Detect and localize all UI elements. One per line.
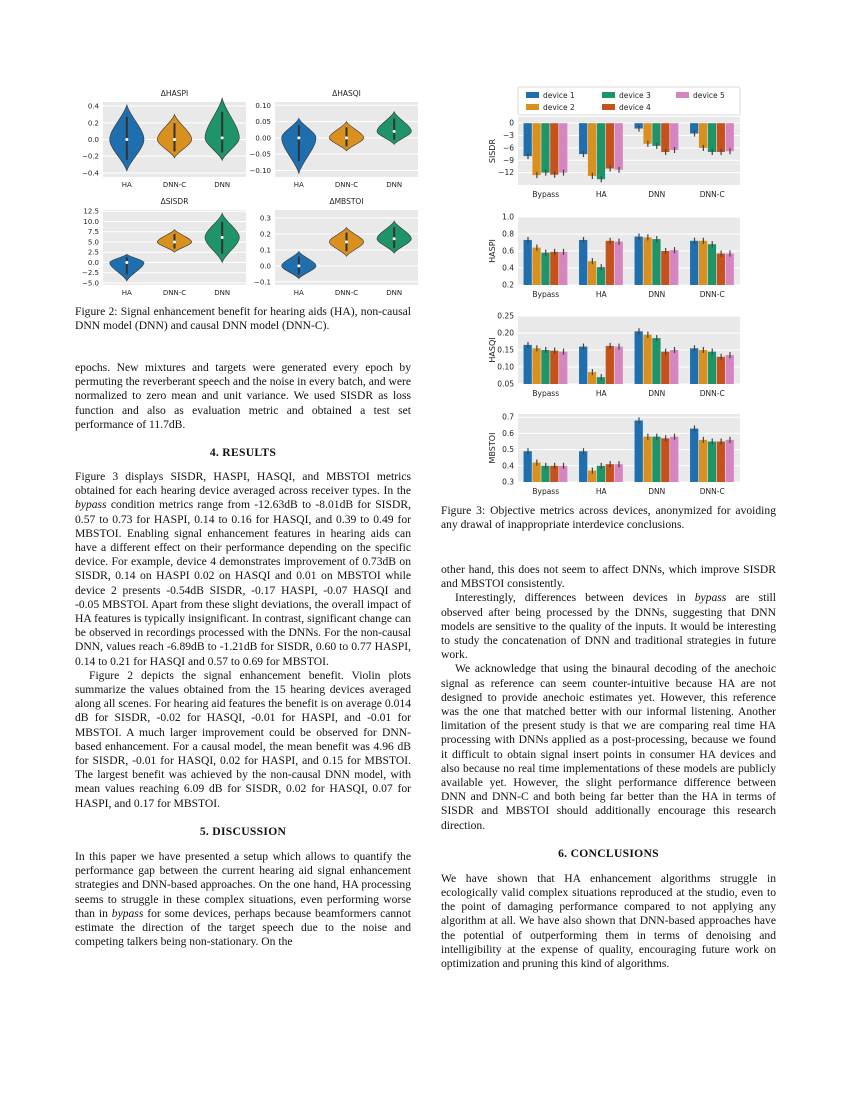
x-tick-label: DNN-C <box>699 487 725 496</box>
violin-median <box>221 236 224 239</box>
y-tick-label: 0.2 <box>259 230 271 239</box>
right-column <box>441 563 776 971</box>
bar <box>541 123 549 172</box>
legend-swatch <box>676 92 689 98</box>
x-tick-label: HA <box>595 190 607 199</box>
bar <box>708 123 716 152</box>
violin-panel <box>82 89 246 189</box>
y-axis-label: MBSTOI <box>488 432 497 464</box>
bar <box>652 338 660 384</box>
bar <box>559 123 567 172</box>
violin-median <box>393 130 396 133</box>
y-tick-label: 0.3 <box>502 477 514 487</box>
x-tick-label: DNN-C <box>162 181 187 189</box>
violin-median <box>393 237 396 240</box>
y-tick-label: 0.15 <box>497 345 514 355</box>
heading-results: 4. RESULTS <box>209 446 277 460</box>
violin-panel <box>250 89 418 189</box>
y-tick-label: 0.25 <box>497 311 514 321</box>
bar-panel <box>488 213 740 300</box>
bar <box>643 335 651 384</box>
legend-label: device 4 <box>619 103 651 112</box>
x-tick-label: HA <box>293 289 304 297</box>
legend-swatch <box>526 104 539 110</box>
paragraph-epochs: epochs. New mixtures and targets were generated every epoch by permuting the reverberant speech and the noise in every batch, and were normalized to zero mean and unit variance. We used SISDR as loss function and also as evaluation metric and obtained a test set performance of 11.7dB. <box>75 361 411 431</box>
bar-figure <box>478 84 750 502</box>
paragraph-interestingly: Interestingly, differences between devices in bypass are still observed after being processed by the DNNs, suggesting that DNN models are sensitive to the quality of the inputs. It would be interesting to study the concatenation of DNN and traditional strategies in future work. <box>441 591 776 662</box>
y-tick-label: 0.4 <box>502 461 514 471</box>
bar <box>635 420 643 482</box>
bar <box>579 123 587 154</box>
x-tick-label: HA <box>121 181 132 189</box>
bar <box>670 437 678 482</box>
bar <box>615 242 623 285</box>
bar <box>532 348 540 384</box>
x-tick-label: HA <box>595 389 607 398</box>
x-tick-label: Bypass <box>532 389 560 398</box>
bar <box>550 252 558 285</box>
paragraph-results-2: Figure 2 depicts the signal enhancement benefit. Violin plots summarize the values obtained from the 15 hearing devices averaged along all scenes. For hearing aid features the benefit is on average 0.014 dB for SISDR, -0.02 for HASQI, -0.01 for HASPI, and -0.01 for MBSTOI. A much larger improvement could be observed for DNN-based enhancement. For a causal model, the mean benefit was 4.96 dB for SISDR, -0.01 for HASQI, 0.02 for HASPI, and 0.15 for MBSTOI. The largest benefit was achieved by the non-causal DNN model, with mean values reaching 6.09 dB for SISDR, 0.02 for HASQI, 0.07 for HASPI, and 0.17 for MBSTOI. <box>75 668 411 810</box>
x-tick-label: DNN <box>386 289 403 297</box>
x-tick-label: HA <box>595 487 607 496</box>
y-tick-label: 0.8 <box>502 229 514 239</box>
x-tick-label: DNN <box>648 389 666 398</box>
x-tick-label: DNN-C <box>334 181 359 189</box>
bar <box>690 429 698 482</box>
bar <box>661 123 669 152</box>
y-tick-label: 0.5 <box>502 445 514 455</box>
heading-discussion: 5. DISCUSSION <box>199 824 287 838</box>
y-tick-label: 2.5 <box>87 248 99 257</box>
y-tick-label: −0.2 <box>82 152 99 161</box>
bar <box>661 251 669 285</box>
bar <box>524 240 532 285</box>
bar-panel <box>488 117 740 199</box>
violin-median <box>297 136 300 139</box>
bar <box>615 347 623 384</box>
legend-label: device 3 <box>619 91 651 100</box>
x-tick-label: HA <box>293 181 304 189</box>
y-tick-label: −2.5 <box>82 269 99 278</box>
y-axis-label: SISDR <box>488 138 497 164</box>
panel-title: ΔMBSTOI <box>329 197 364 206</box>
x-tick-label: DNN <box>648 190 666 199</box>
y-tick-label: 0.1 <box>259 246 271 255</box>
violin-median <box>173 240 176 243</box>
y-tick-label: 0.2 <box>502 280 514 290</box>
bar <box>643 237 651 285</box>
legend-label: device 5 <box>693 91 725 100</box>
y-tick-label: −9 <box>502 155 514 165</box>
bar <box>717 123 725 152</box>
bar <box>579 451 587 482</box>
x-tick-label: DNN <box>648 487 666 496</box>
paragraph-other-hand: other hand, this does not seem to affect DNNs, which improve SISDR and MBSTOI consistently. <box>441 563 776 591</box>
bar <box>726 123 734 151</box>
violin-median <box>297 264 300 267</box>
x-tick-label: DNN-C <box>699 290 725 299</box>
y-tick-label: 0.05 <box>255 118 271 127</box>
legend-swatch <box>602 92 615 98</box>
y-tick-label: 0.0 <box>87 258 99 267</box>
bar <box>717 254 725 285</box>
violin-median <box>173 138 176 141</box>
y-tick-label: 0.3 <box>259 214 271 223</box>
bar <box>708 442 716 482</box>
y-tick-label: 0.4 <box>502 263 514 273</box>
y-axis-label: HASQI <box>488 337 497 363</box>
violin-median <box>125 261 128 264</box>
bar <box>708 352 716 384</box>
bar <box>615 123 623 170</box>
bar <box>524 123 532 156</box>
x-tick-label: HA <box>121 289 132 297</box>
bar <box>670 350 678 384</box>
figure-3-caption: Figure 3: Objective metrics across devices, anonymized for avoiding any drawal of inappropriate interdevice conclusions. <box>441 504 776 532</box>
y-tick-label: 0.4 <box>87 102 99 111</box>
bar <box>661 438 669 482</box>
bar <box>726 254 734 285</box>
bar <box>579 240 587 285</box>
y-tick-label: 0.0 <box>259 262 271 271</box>
y-tick-label: 12.5 <box>83 207 99 216</box>
bar <box>670 123 678 150</box>
violin-median <box>125 138 128 141</box>
figure-2-caption: Figure 2: Signal enhancement benefit for hearing aids (HA), non-causal DNN model (DNN) and causal DNN model (DNN-C). <box>75 305 411 333</box>
bar <box>652 239 660 285</box>
bar-panel <box>488 413 740 496</box>
bar-panel <box>488 312 740 399</box>
violin-median <box>345 240 348 243</box>
bar <box>597 123 605 179</box>
y-tick-label: −6 <box>502 143 514 153</box>
bar <box>579 347 587 384</box>
violin-figure <box>70 84 420 304</box>
legend-label: device 1 <box>543 91 575 100</box>
heading-conclusions: 6. CONCLUSIONS <box>558 846 659 860</box>
bar <box>541 350 549 384</box>
x-tick-label: DNN <box>648 290 666 299</box>
bar <box>670 250 678 285</box>
bar <box>532 248 540 285</box>
bar <box>717 357 725 384</box>
y-tick-label: 0.6 <box>502 428 514 438</box>
bar <box>635 331 643 384</box>
y-tick-label: 0.20 <box>497 328 514 338</box>
y-tick-label: −0.05 <box>249 150 271 159</box>
bar <box>690 348 698 384</box>
violin-panel <box>254 197 418 297</box>
violin-median <box>345 136 348 139</box>
bar <box>690 241 698 285</box>
x-tick-label: DNN-C <box>334 289 359 297</box>
x-tick-label: DNN <box>386 181 403 189</box>
paragraph-conclusions: We have shown that HA enhancement algorithms struggle in ecologically valid complex situations reproduced at the studio, even to the point of damaging performance compared to not applying any algorithm at all. We have also shown that DNN-based approaches have the potential of outperforming them in terms of denoising and intelligibility at the expense of quality, encouraging future work on optimization and pruning this kind of algorithms. <box>441 871 776 971</box>
bar <box>559 252 567 285</box>
y-tick-label: 0 <box>509 118 514 128</box>
x-tick-label: DNN-C <box>162 289 187 297</box>
y-tick-label: 0.6 <box>502 246 514 256</box>
left-column <box>75 361 411 949</box>
bar <box>606 123 614 168</box>
bar <box>550 123 558 175</box>
y-tick-label: 0.2 <box>87 119 99 128</box>
bar <box>606 241 614 285</box>
panel-title: ΔHASQI <box>332 89 361 98</box>
paragraph-acknowledge: We acknowledge that using the binaural decoding of the anechoic signal as reference can seem counter-intuitive because HA are not designed to provide anechoic estimates yet. However, this reference was the one that matched better with our informal listening. Another limitation of the present study is that we are comparing real time HA processing with DNNs applied as a post-processing, because we found it difficult to obtain signal insert points in consumer HA devices and also because no real time implementations of these models are publicly available yet. However, the slight performance difference between DNN and DNN-C and both being far better than the HA in terms of SISDR and MBSTOI should additionally encourage this research direction. <box>441 662 776 832</box>
bar <box>559 352 567 384</box>
violin-panel <box>82 197 246 297</box>
bar <box>661 352 669 384</box>
y-tick-label: 0.00 <box>255 134 271 143</box>
bar <box>652 123 660 146</box>
bar <box>652 437 660 482</box>
y-tick-label: 0.10 <box>497 362 514 372</box>
x-tick-label: DNN-C <box>699 389 725 398</box>
paragraph-results-1: Figure 3 displays SISDR, HASPI, HASQI, and MBSTOI metrics obtained for each hearing device averaged across receiver types. In the bypass condition metrics range from -12.63dB to -8.01dB for SISDR, 0.57 to 0.73 for HASPI, 0.14 to 0.16 for HASQI, and 0.39 to 0.49 for MBSTOI. Enabling signal enhancement features in hearing aids can have a different effect on their performance depending on the specific device. For example, device 4 demonstrates improvement of 0.73dB on SISDR, 0.14 on HASPI 0.02 on HASQI and 0.01 on MBSTOI while device 2 presents -0.54dB SISDR, -0.17 HASPI, -0.07 HASQI and -0.05 MBSTOI. Apart from these slight deviations, the overall impact of HA features is typically insignificant. In contrast, significant change can be observed in recordings processed with the DNNs. For the non-causal DNN, values reach -6.89dB to -1.21dB for SISDR, 0.60 to 0.77 HASPI, 0.14 to 0.21 for HASQI and 0.57 to 0.69 for MBSTOI. <box>75 470 411 668</box>
x-tick-label: Bypass <box>532 190 560 199</box>
x-tick-label: DNN <box>214 289 231 297</box>
violin-median <box>221 136 224 139</box>
y-tick-label: 0.7 <box>502 412 514 422</box>
y-tick-label: 7.5 <box>87 228 99 237</box>
x-tick-label: DNN <box>214 181 231 189</box>
y-tick-label: 0.0 <box>87 136 99 144</box>
x-tick-label: Bypass <box>532 487 560 496</box>
y-tick-label: 10.0 <box>83 217 99 226</box>
y-tick-label: 0.10 <box>255 101 271 110</box>
bar <box>550 351 558 384</box>
y-tick-label: −0.4 <box>82 169 99 178</box>
bar <box>606 346 614 384</box>
bar <box>708 244 716 285</box>
y-tick-label: −0.1 <box>254 278 271 287</box>
bar <box>643 123 651 144</box>
x-tick-label: Bypass <box>532 290 560 299</box>
bar <box>643 437 651 482</box>
y-tick-label: 0.05 <box>497 379 514 389</box>
x-tick-label: HA <box>595 290 607 299</box>
bar <box>717 442 725 482</box>
bar <box>541 253 549 285</box>
y-axis-label: HASPI <box>488 239 497 263</box>
legend-swatch <box>526 92 539 98</box>
y-tick-label: 5.0 <box>87 238 99 247</box>
bar <box>726 440 734 482</box>
panel-title: ΔHASPI <box>160 89 189 98</box>
bar <box>588 123 596 176</box>
bar <box>699 440 707 482</box>
bar <box>726 355 734 384</box>
legend-swatch <box>602 104 615 110</box>
y-tick-label: −0.10 <box>249 166 271 175</box>
panel-title: ΔSISDR <box>160 197 189 206</box>
bar <box>699 123 707 148</box>
legend-label: device 2 <box>543 103 575 112</box>
x-tick-label: DNN-C <box>699 190 725 199</box>
bar <box>524 451 532 482</box>
y-tick-label: −3 <box>502 131 514 141</box>
bar <box>588 261 596 285</box>
bar <box>699 241 707 285</box>
bar <box>532 123 540 175</box>
bar-legend <box>518 87 740 115</box>
bar <box>635 237 643 285</box>
paragraph-discussion: In this paper we have presented a setup which allows to quantify the performance gap between the current hearing aid signal enhancement strategies and DNN-based approaches. On the one hand, HA processing seems to struggle in these complex situations, even performing worse than in bypass for some devices, perhaps because beamformers cannot estimate the direction of the target speech due to the noise and competing talkers being non-stationary. On the <box>75 849 411 949</box>
bar <box>699 350 707 384</box>
bar <box>524 345 532 384</box>
y-tick-label: −12 <box>498 168 514 178</box>
y-tick-label: −5.0 <box>82 279 99 288</box>
y-tick-label: 1.0 <box>502 212 514 222</box>
